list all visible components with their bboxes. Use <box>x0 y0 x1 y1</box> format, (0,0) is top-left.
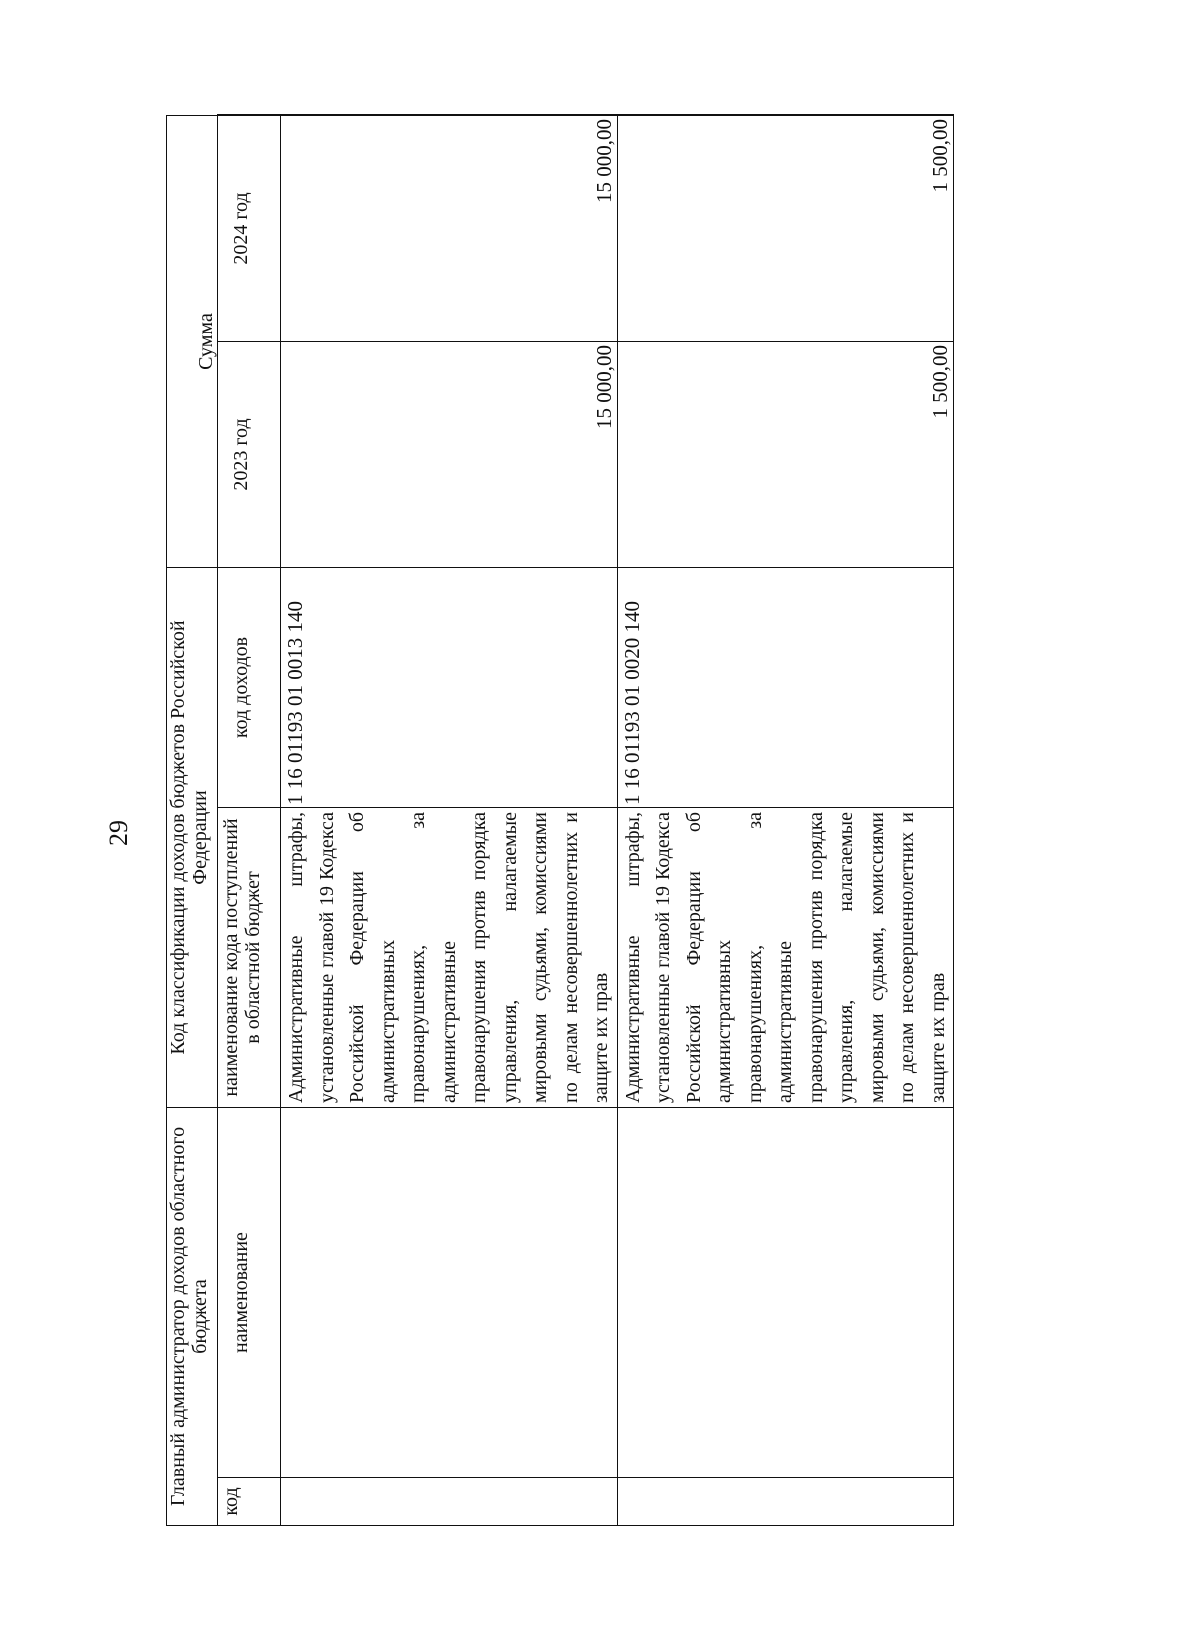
row-sum-2023: 1 500,00 <box>617 342 954 568</box>
header-sum: Сумма <box>167 115 218 567</box>
row-code <box>617 1478 954 1526</box>
row-income-name: Административные штрафы, установленные главой 19 Кодекса Российской Федерации об административных правонарушениях, за административные правонарушения против порядка управления, налагаемые мировыми судьями, комиссиями по делам несовершеннолетних и защите их прав <box>617 808 954 1108</box>
header-year-2024: 2024 год <box>218 115 281 341</box>
row-sum-2024: 1 500,00 <box>617 115 954 341</box>
row-sum-2023: 15 000,00 <box>281 342 618 568</box>
row-sum-2025 <box>617 115 954 116</box>
header-income-code: код доходов <box>218 568 281 808</box>
header-code: код <box>218 1478 281 1526</box>
row-income-name: Административные штрафы, установленные главой 19 Кодекса Российской Федерации об административных правонарушениях, за административные правонарушения против порядка управления, налагаемые мировыми судьями, комиссиями по делам несовершеннолетних и защите их прав <box>281 808 618 1108</box>
row-income-code: 1 16 01193 01 0013 140 <box>281 568 618 808</box>
budget-income-table <box>166 114 954 1526</box>
header-year-2023: 2023 год <box>218 342 281 568</box>
row-income-code: 1 16 01193 01 0020 140 <box>617 568 954 808</box>
row-sum-2025 <box>281 115 618 116</box>
header-income-name: наименование кода поступлений в областной бюджет <box>218 808 281 1108</box>
header-name: наименование <box>218 1108 281 1478</box>
budget-table-wrapper <box>166 114 952 1526</box>
row-name <box>281 1108 618 1478</box>
table-row <box>281 115 618 1526</box>
table-row <box>617 115 954 1526</box>
row-code <box>281 1478 618 1526</box>
header-year-2025 <box>218 115 281 116</box>
header-chief-administrator: Главный администратор доходов областного бюджета <box>167 1108 218 1526</box>
header-classification-code: Код классификации доходов бюджетов Российской Федерации <box>167 568 218 1108</box>
row-sum-2024: 15 000,00 <box>281 115 618 341</box>
page-number: 29 <box>104 820 133 846</box>
row-name <box>617 1108 954 1478</box>
